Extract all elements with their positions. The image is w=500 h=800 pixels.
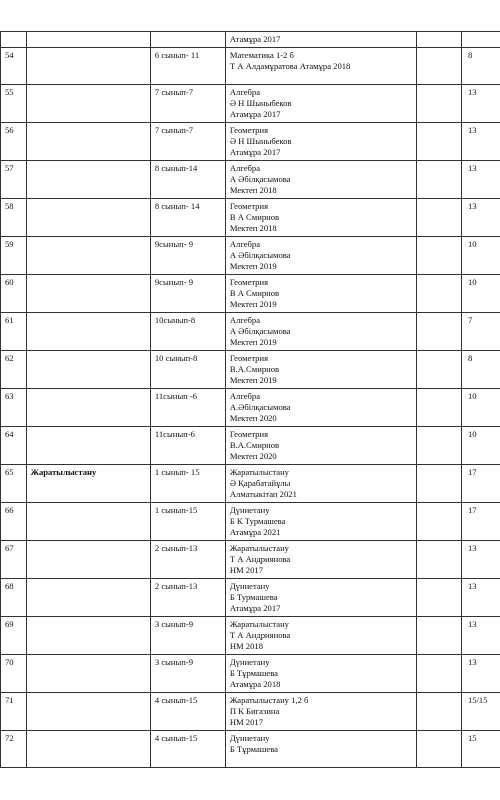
textbook-line: Дүниетану: [229, 505, 270, 515]
subject-cell: [26, 617, 150, 655]
hours-cell: 13: [461, 161, 500, 199]
textbook-line: Б Тұрмашева: [229, 668, 278, 678]
hours-cell: 17: [461, 503, 500, 541]
grade-cell: 10сынып-8: [150, 313, 225, 351]
empty-cell: [416, 85, 461, 123]
textbook-line: Мектеп 2019: [229, 337, 277, 347]
grade-cell: 4 сынып-15: [150, 693, 225, 731]
empty-cell: [416, 123, 461, 161]
row-number: 54: [1, 48, 27, 85]
textbook-line: Дүниетану: [229, 657, 270, 667]
hours-cell: 8: [461, 351, 500, 389]
table-row: [1, 237, 500, 275]
hours-cell: 10: [461, 275, 500, 313]
grade-cell: 7 сынып-7: [150, 123, 225, 161]
textbook-line: Ә Қарабатайұлы: [229, 478, 291, 488]
textbook-line: Алгебра: [229, 391, 261, 401]
empty-cell: [416, 579, 461, 617]
textbook-cell: [225, 48, 416, 85]
empty-cell: [416, 731, 461, 768]
textbook-line: Атамұра 2017: [229, 109, 281, 119]
hours-cell: [461, 32, 500, 48]
table-row: [1, 617, 500, 655]
row-number: [1, 32, 27, 48]
subject-cell: [26, 655, 150, 693]
empty-cell: [416, 237, 461, 275]
hours-cell: 7: [461, 313, 500, 351]
hours-cell: 17: [461, 465, 500, 503]
textbook-cell: [225, 655, 416, 693]
textbook-line: Алматыкітап 2021: [229, 489, 297, 499]
grade-cell: 1 сынып- 15: [150, 465, 225, 503]
textbook-cell: [225, 237, 416, 275]
row-number: 66: [1, 503, 27, 541]
grade-cell: 9сынып- 9: [150, 237, 225, 275]
subject-cell: [26, 427, 150, 465]
textbook-line: Т А Алдамұратова Атамұра 2018: [229, 61, 351, 71]
textbook-line: Жаратылыстану: [229, 467, 289, 477]
row-number: 64: [1, 427, 27, 465]
textbook-line: Атамұра 2017: [229, 34, 281, 44]
grade-cell: 11сынып -6: [150, 389, 225, 427]
table-row: [1, 199, 500, 237]
grade-cell: 6 сынып- 11: [150, 48, 225, 85]
table-row: [1, 85, 500, 123]
subject-cell: [26, 731, 150, 768]
grade-cell: 10 сынып-8: [150, 351, 225, 389]
grade-cell: 8 сынып- 14: [150, 199, 225, 237]
subject-cell: [26, 161, 150, 199]
subject-cell: [26, 199, 150, 237]
empty-cell: [416, 389, 461, 427]
textbook-line: Дүниетану: [229, 581, 270, 591]
grade-cell: [150, 32, 225, 48]
subject-cell: [26, 48, 150, 85]
textbook-line: В.А.Смирнов: [229, 364, 280, 374]
empty-cell: [416, 427, 461, 465]
empty-cell: [416, 351, 461, 389]
textbook-line: Жаратылыстану 1,2 б: [229, 695, 309, 705]
hours-cell: 10: [461, 237, 500, 275]
table-row: [1, 48, 500, 85]
table-row: [1, 123, 500, 161]
grade-cell: 3 сынып-9: [150, 617, 225, 655]
row-number: 71: [1, 693, 27, 731]
textbook-cell: [225, 161, 416, 199]
textbook-line: Мектеп 2020: [229, 413, 277, 423]
subject-cell: [26, 32, 150, 48]
textbook-cell: [225, 541, 416, 579]
empty-cell: [416, 199, 461, 237]
textbook-line: Мектеп 2019: [229, 299, 277, 309]
textbook-cell: [225, 427, 416, 465]
empty-cell: [416, 48, 461, 85]
textbook-cell: [225, 389, 416, 427]
table-row: [1, 351, 500, 389]
hours-cell: 10: [461, 427, 500, 465]
hours-cell: 13: [461, 541, 500, 579]
row-number: 70: [1, 655, 27, 693]
hours-cell: 13: [461, 579, 500, 617]
textbook-line: Жаратылыстану: [229, 543, 289, 553]
textbook-line: Мектеп 2019: [229, 261, 277, 271]
subject-cell: [26, 693, 150, 731]
textbook-cell: [225, 503, 416, 541]
textbook-line: А Әбілқасымова: [229, 326, 291, 336]
row-number: 59: [1, 237, 27, 275]
row-number: 68: [1, 579, 27, 617]
textbook-line: Геометрия: [229, 125, 269, 135]
subject-cell: [26, 123, 150, 161]
row-number: 60: [1, 275, 27, 313]
empty-cell: [416, 313, 461, 351]
grade-cell: 3 сынып-9: [150, 655, 225, 693]
table-row: [1, 313, 500, 351]
grade-cell: 9сынып- 9: [150, 275, 225, 313]
textbook-line: Атамұра 2021: [229, 527, 281, 537]
hours-cell: 13: [461, 199, 500, 237]
subject-cell: [26, 313, 150, 351]
textbook-line: Геометрия: [229, 277, 269, 287]
hours-cell: 8: [461, 48, 500, 85]
textbook-line: Атамұра 2017: [229, 603, 281, 613]
textbook-line: Алгебра: [229, 315, 261, 325]
empty-cell: [416, 541, 461, 579]
textbook-line: Геометрия: [229, 353, 269, 363]
textbook-line: НМ 2017: [229, 565, 263, 575]
textbook-table: [0, 31, 500, 768]
table-row: [1, 731, 500, 768]
textbook-cell: [225, 351, 416, 389]
hours-cell: 10: [461, 389, 500, 427]
table-row: [1, 503, 500, 541]
empty-cell: [416, 503, 461, 541]
row-number: 72: [1, 731, 27, 768]
textbook-cell: [225, 199, 416, 237]
textbook-cell: [225, 693, 416, 731]
textbook-line: А.Әбілқасымова: [229, 402, 291, 412]
table-row: [1, 655, 500, 693]
subject-cell: [26, 579, 150, 617]
empty-cell: [416, 655, 461, 693]
row-number: 61: [1, 313, 27, 351]
hours-cell: 13: [461, 123, 500, 161]
grade-cell: 2 сынып-13: [150, 579, 225, 617]
empty-cell: [416, 32, 461, 48]
textbook-line: Мектеп 2020: [229, 451, 277, 461]
textbook-line: В А Смирнов: [229, 288, 280, 298]
textbook-line: Жаратылыстану: [229, 619, 289, 629]
row-number: 65: [1, 465, 27, 503]
subject-cell: Жаратылыстану: [26, 465, 150, 503]
textbook-cell: [225, 32, 416, 48]
textbook-line: НМ 2018: [229, 641, 263, 651]
subject-cell: [26, 541, 150, 579]
textbook-cell: [225, 617, 416, 655]
empty-cell: [416, 161, 461, 199]
hours-cell: 15/15: [461, 693, 500, 731]
textbook-line: П К Бигазина: [229, 706, 280, 716]
textbook-line: В.А.Смирнов: [229, 440, 280, 450]
table-row: [1, 427, 500, 465]
hours-cell: 13: [461, 85, 500, 123]
table-row: [1, 32, 500, 48]
empty-cell: [416, 465, 461, 503]
hours-cell: 13: [461, 617, 500, 655]
table-row: [1, 389, 500, 427]
textbook-line: Б К Турмашева: [229, 516, 286, 526]
grade-cell: 1 сынып-15: [150, 503, 225, 541]
textbook-line: Мектеп 2018: [229, 223, 277, 233]
textbook-line: Б Турмашева: [229, 592, 278, 602]
textbook-line: А Әбілқасымова: [229, 250, 291, 260]
row-number: 69: [1, 617, 27, 655]
textbook-cell: [225, 579, 416, 617]
row-number: 63: [1, 389, 27, 427]
textbook-line: НМ 2017: [229, 717, 263, 727]
textbook-line: Ә Н Шыныбеков: [229, 98, 292, 108]
subject-cell: [26, 503, 150, 541]
table-row: [1, 275, 500, 313]
textbook-cell: [225, 465, 416, 503]
empty-cell: [416, 693, 461, 731]
textbook-line: Геометрия: [229, 429, 269, 439]
empty-cell: [416, 275, 461, 313]
subject-cell: [26, 351, 150, 389]
textbook-line: Т А Андриянова: [229, 630, 291, 640]
textbook-cell: [225, 313, 416, 351]
grade-cell: 2 сынып-13: [150, 541, 225, 579]
hours-cell: 13: [461, 655, 500, 693]
textbook-line: А Әбілқасымова: [229, 174, 291, 184]
textbook-cell: [225, 123, 416, 161]
row-number: 57: [1, 161, 27, 199]
table-row: [1, 161, 500, 199]
textbook-line: Ә Н Шыныбеков: [229, 136, 292, 146]
textbook-line: Дүниетану: [229, 733, 270, 743]
row-number: 58: [1, 199, 27, 237]
row-number: 55: [1, 85, 27, 123]
textbook-line: Математика 1-2 б: [229, 50, 294, 60]
grade-cell: 7 сынып-7: [150, 85, 225, 123]
textbook-line: Алгебра: [229, 87, 261, 97]
textbook-line: Б Тұрмашева: [229, 744, 278, 754]
table-row: [1, 579, 500, 617]
textbook-table-body: [1, 32, 500, 768]
textbook-cell: [225, 275, 416, 313]
grade-cell: 11сынып-6: [150, 427, 225, 465]
grade-cell: 8 сынып-14: [150, 161, 225, 199]
textbook-line: Атамұра 2018: [229, 679, 281, 689]
textbook-line: Алгебра: [229, 239, 261, 249]
empty-cell: [416, 617, 461, 655]
subject-cell: [26, 389, 150, 427]
subject-cell: [26, 237, 150, 275]
row-number: 62: [1, 351, 27, 389]
row-number: 67: [1, 541, 27, 579]
textbook-line: В А Смирнов: [229, 212, 280, 222]
textbook-line: Алгебра: [229, 163, 261, 173]
hours-cell: 15: [461, 731, 500, 768]
textbook-cell: [225, 731, 416, 768]
textbook-line: Геометрия: [229, 201, 269, 211]
table-row: [1, 541, 500, 579]
table-row: [1, 693, 500, 731]
textbook-line: Т А Андриянова: [229, 554, 291, 564]
textbook-line: Мектеп 2019: [229, 375, 277, 385]
textbook-line: Атамұра 2017: [229, 147, 281, 157]
subject-cell: [26, 85, 150, 123]
table-row: [1, 465, 500, 503]
grade-cell: 4 сынып-15: [150, 731, 225, 768]
subject-cell: [26, 275, 150, 313]
textbook-line: Мектеп 2018: [229, 185, 277, 195]
row-number: 56: [1, 123, 27, 161]
textbook-cell: [225, 85, 416, 123]
